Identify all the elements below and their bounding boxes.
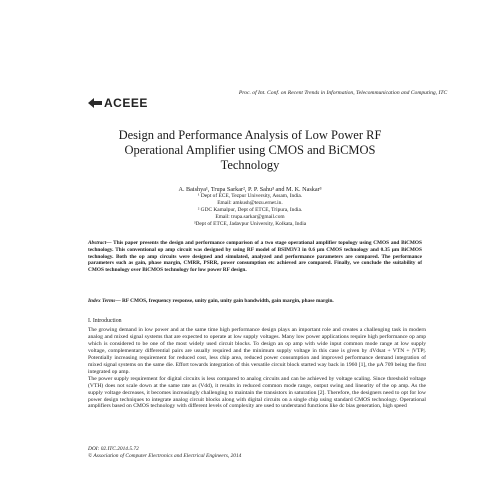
author-names: A. Baishya¹, Trupa Sarkar², P. P. Sahu³ and M. K. Naskar³ <box>178 186 322 193</box>
abstract-text: — This paper presents the design and performance comparison of a two stage operational amplifier topology using CMOS and BiCMOS technology. This conventional op amp circuit was designed by using RF model of BSIM3V3 in 0.6 µm CMOS technology and 0.35 µm BiCMOS technology. Both the op amp circuits were designed and simulated, analyzed and performance parameters are compared. The performance parameters such as gain, phase margin, CMRR, PSRR, power consumption etc achieved are compared. Finally, we conclude the suitability of CMOS technology over BiCMOS technology for low power RF design. <box>88 240 422 274</box>
abstract-label: Abstract <box>88 240 107 246</box>
doi-line: DOI: 02.ITC.2014.5.72 <box>88 446 139 452</box>
title-line-2: Operational Amplifier using CMOS and BiCMOS <box>124 143 376 157</box>
email-1: Email: amkush@tezu.ernet.in. <box>217 200 283 206</box>
paper-title <box>90 128 410 173</box>
section-heading: I. Introduction <box>88 318 122 324</box>
proceedings-line: Proc. of Int. Conf. on Recent Trends in Information, Telecommunication and Computing, ITC <box>238 90 448 96</box>
page-footer <box>88 446 422 460</box>
body-text <box>88 327 426 410</box>
title-line-3: Technology <box>220 158 280 172</box>
aceee-arrow-logo-icon <box>88 97 102 109</box>
copyright-line: © Association of Computer Electronics and Electrical Engineers, 2014 <box>88 453 242 459</box>
paragraph-1: The growing demand in low power and at the same time high performance design plays an important role and creates a challenging task in modern analog and mixed signal systems that are expected to operate at low supply voltages. Many low power applications require high performance op amp which is considered to be one of the most widely used circuit blocks. To design an op amp with wide input common mode range at low supply voltage, complementary differential pairs are usually required and the minimum supply voltage in this case is given by 4Vdsat + VTN + |VTP|. Potentially increasing requirement for reduced cost, less chip area, reduced power consumption and improved performance demand integration of mixed signal systems on the same die. Effort towards integration of this versatile circuit block started way back in 1960 [1], the µA 709 being the first integrated op amp. <box>88 327 426 375</box>
page-header <box>88 84 488 124</box>
paragraph-2: The power supply requirement for digital circuits is less compared to analog circuits and can be achieved by voltage scaling. Since threshold voltage (VTH) does not scale down at the same rate as (Vdd), it results in reduced common mode range, output swing and linearity of the op amp. As the supply voltage decreases, it becomes increasingly challenging to maintain the transistors in saturation [2]. Therefore, the designers need to opt for low power design techniques to integrate analog circuit blocks along with digital circuits on a single chip using standard CMOS technology. Operational amplifiers based on CMOS technology with different levels of complexity are used to understand functions like dc bias generation, high speed <box>88 375 426 410</box>
title-line-1: Design and Performance Analysis of Low Power RF <box>118 128 382 142</box>
affiliation-3: ³Dept of ETCE, Jadavpur University, Kolkata, India <box>193 221 307 227</box>
email-2: Email: trupa.sarkar@gmail.com <box>215 214 285 220</box>
abstract <box>88 240 422 274</box>
affiliation-1: ¹ Dept of ECE, Tezpur University, Assam, India. <box>197 193 303 199</box>
index-terms-label: Index Terms <box>88 298 116 304</box>
index-terms <box>88 298 422 305</box>
aceee-logo <box>88 96 148 110</box>
author-block <box>120 186 380 228</box>
index-terms-text: — RF CMOS, frequency response, unity gain, unity gain bandwidth, gain margin, phase margin. <box>115 298 334 304</box>
logo-text: ACEEE <box>104 96 148 110</box>
affiliation-2: ² GDC Kamalpur, Dept of ETCE, Tripura, India. <box>197 207 303 213</box>
